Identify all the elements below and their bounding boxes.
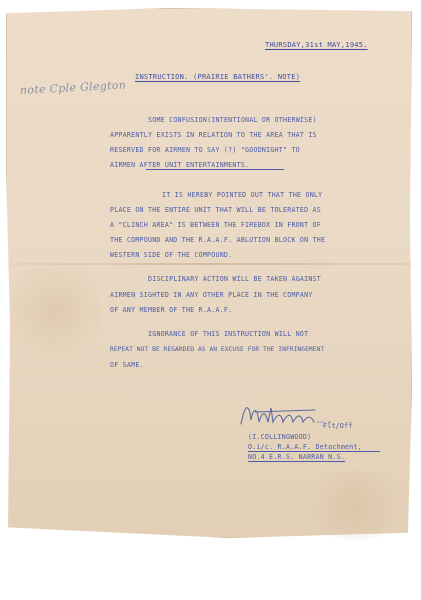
paragraph-2-line: IT IS HEREBY POINTED OUT THAT THE ONLY bbox=[162, 191, 323, 199]
handwritten-note: note Cple Glegton bbox=[19, 78, 127, 97]
signatory-unit-line-2: NO.4 E.R.S. NARRAN N.S. bbox=[248, 453, 346, 461]
paragraph-1-line: RESERVED FOR AIRMEN TO SAY (?) "GOODNIGHT" TO bbox=[110, 146, 300, 154]
paragraph-3-line: AIRMEN SIGHTED IN ANY OTHER PLACE IN THE COMPANY bbox=[110, 291, 313, 299]
paper-stain bbox=[10, 250, 100, 370]
paragraph-2-line: PLACE ON THE ENTIRE UNIT THAT WILL BE TOLERATED AS bbox=[110, 206, 321, 214]
paragraph-4-line: IGNORANCE OF THIS INSTRUCTION WILL NOT bbox=[148, 330, 309, 338]
signatory-name: (I.COLLINGWOOD) bbox=[248, 433, 312, 441]
signatory-unit-line-1: O.i/c. R.A.A.F. Detachment, bbox=[248, 443, 362, 451]
signature-underline bbox=[248, 451, 380, 452]
document-heading: INSTRUCTION. (PRAIRIE BATHERS'. NOTE) bbox=[135, 73, 301, 81]
paragraph-4-line: OF SAME. bbox=[110, 361, 144, 369]
paragraph-2-line: WESTERN SIDE OF THE COMPOUND. bbox=[110, 251, 233, 259]
paragraph-2-line: THE COMPOUND AND THE R.A.A.F. ABLUTION BLOCK ON THE bbox=[110, 236, 326, 244]
paragraph-2-line: A "CLINCH AREA" IS BETWEEN THE FIREBOX IN FRONT OF bbox=[110, 221, 321, 229]
document-date: THURSDAY,31st MAY,1945. bbox=[265, 41, 368, 49]
paper-stain bbox=[300, 470, 410, 540]
paragraph-4-line: REPEAT NOT BE REGARDED AS AN EXCUSE FOR THE INFRINGEMENT bbox=[110, 346, 325, 353]
signatory-rank: Flt/Off bbox=[323, 422, 353, 430]
underline-after-unit bbox=[146, 169, 284, 170]
paragraph-1-line: APPARENTLY EXISTS IN RELATION TO THE AREA THAT IS bbox=[110, 131, 317, 139]
paragraph-3-line: OF ANY MEMBER OF THE R.A.A.F. bbox=[110, 306, 233, 314]
paragraph-3-line: DISCIPLINARY ACTION WILL BE TAKEN AGAINST bbox=[148, 275, 322, 283]
paragraph-1-line: AIRMEN AFTER UNIT ENTERTAINMENTS. bbox=[110, 161, 250, 169]
paragraph-1-line: SOME CONFUSION(INTENTIONAL OR OTHERWISE) bbox=[148, 116, 317, 124]
paper-fold bbox=[6, 263, 412, 265]
